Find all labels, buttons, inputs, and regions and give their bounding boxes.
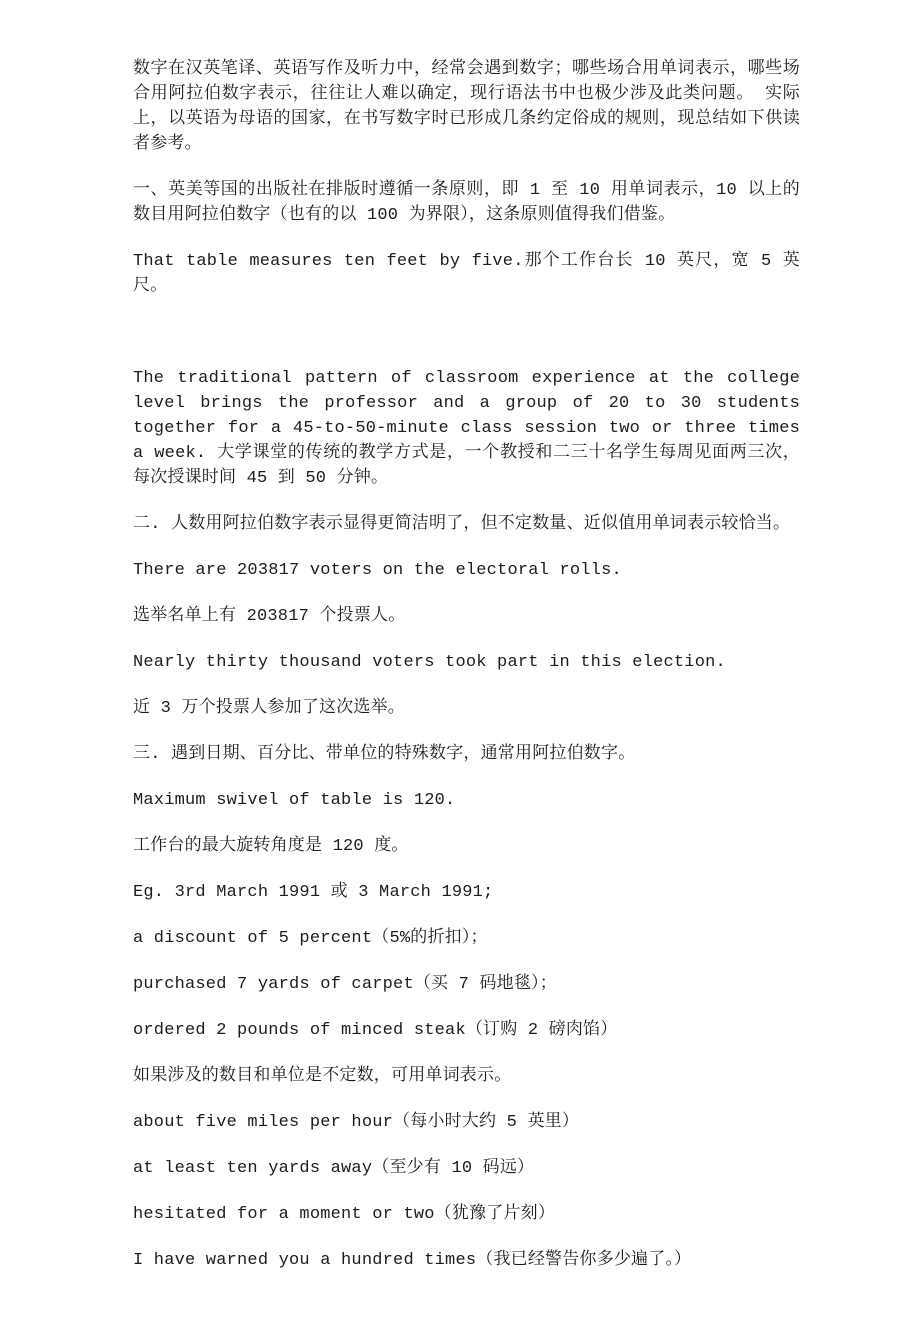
paragraph-example: 选举名单上有 203817 个投票人。 [133,607,406,626]
paragraph-example: purchased 7 yards of carpet（买 7 码地毯）； [133,975,557,994]
paragraph-example: I have warned you a hundred times（我已经警告你多少遍了。） [133,1251,692,1270]
paragraph-example: at least ten yards away（至少有 10 码远） [133,1159,535,1178]
paragraph-example: 工作台的最大旋转角度是 120 度。 [133,837,409,856]
paragraph-example: Nearly thirty thousand voters took part in this election. [133,653,726,672]
paragraph-intro: 数字在汉英笔译、英语写作及听力中，经常会遇到数字；哪些场合用单词表示，哪些场合用阿拉伯数字表示，往往让人难以确定，现行语法书中也极少涉及此类问题。 实际上，以英语为母语的国家，在书写数字时已形成几条约定俗成的规则，现总结如下供读者参考。 [133,60,800,154]
paragraph-example: a discount of 5 percent（5%的折扣）； [133,929,488,948]
paragraph-rule-3: 三. 遇到日期、百分比、带单位的特殊数字，通常用阿拉伯数字。 [133,745,636,764]
paragraph-rule-1: 一、英美等国的出版社在排版时遵循一条原则，即 1 至 10 用单词表示，10 以上的数目用阿拉伯数字（也有的以 100 为界限），这条原则值得我们借鉴。 [133,181,800,225]
paragraph-example: Maximum swivel of table is 120. [133,791,456,810]
paragraph-example: There are 203817 voters on the electoral rolls. [133,561,622,580]
paragraph-rule-2: 二. 人数用阿拉伯数字表示显得更简洁明了，但不定数量、近似值用单词表示较恰当。 [133,515,791,534]
paragraph-example: about five miles per hour（每小时大约 5 英里） [133,1113,580,1132]
paragraph-example: ordered 2 pounds of minced steak（订购 2 磅肉馅） [133,1021,618,1040]
paragraph-example: 近 3 万个投票人参加了这次选举。 [133,699,406,718]
paragraph-example: The traditional pattern of classroom experience at the college level brings the professor and a group of 20 to 30 students together for a 45-to-50-minute class session two or three times a week. 大学课堂的传统的教学方式是，一个教授和二三十名学生每周见面两三次，每次授课时间 45 到 50 分钟。 [133,369,800,488]
paragraph-empty [133,320,800,345]
paragraph-example: Eg. 3rd March 1991 或 3 March 1991; [133,883,494,902]
paragraph-note: 如果涉及的数目和单位是不定数，可用单词表示。 [133,1067,512,1086]
paragraph-example: hesitated for a moment or two（犹豫了片刻） [133,1205,556,1224]
paragraph-example: That table measures ten feet by five.那个工作台长 10 英尺，宽 5 英尺。 [133,252,800,296]
